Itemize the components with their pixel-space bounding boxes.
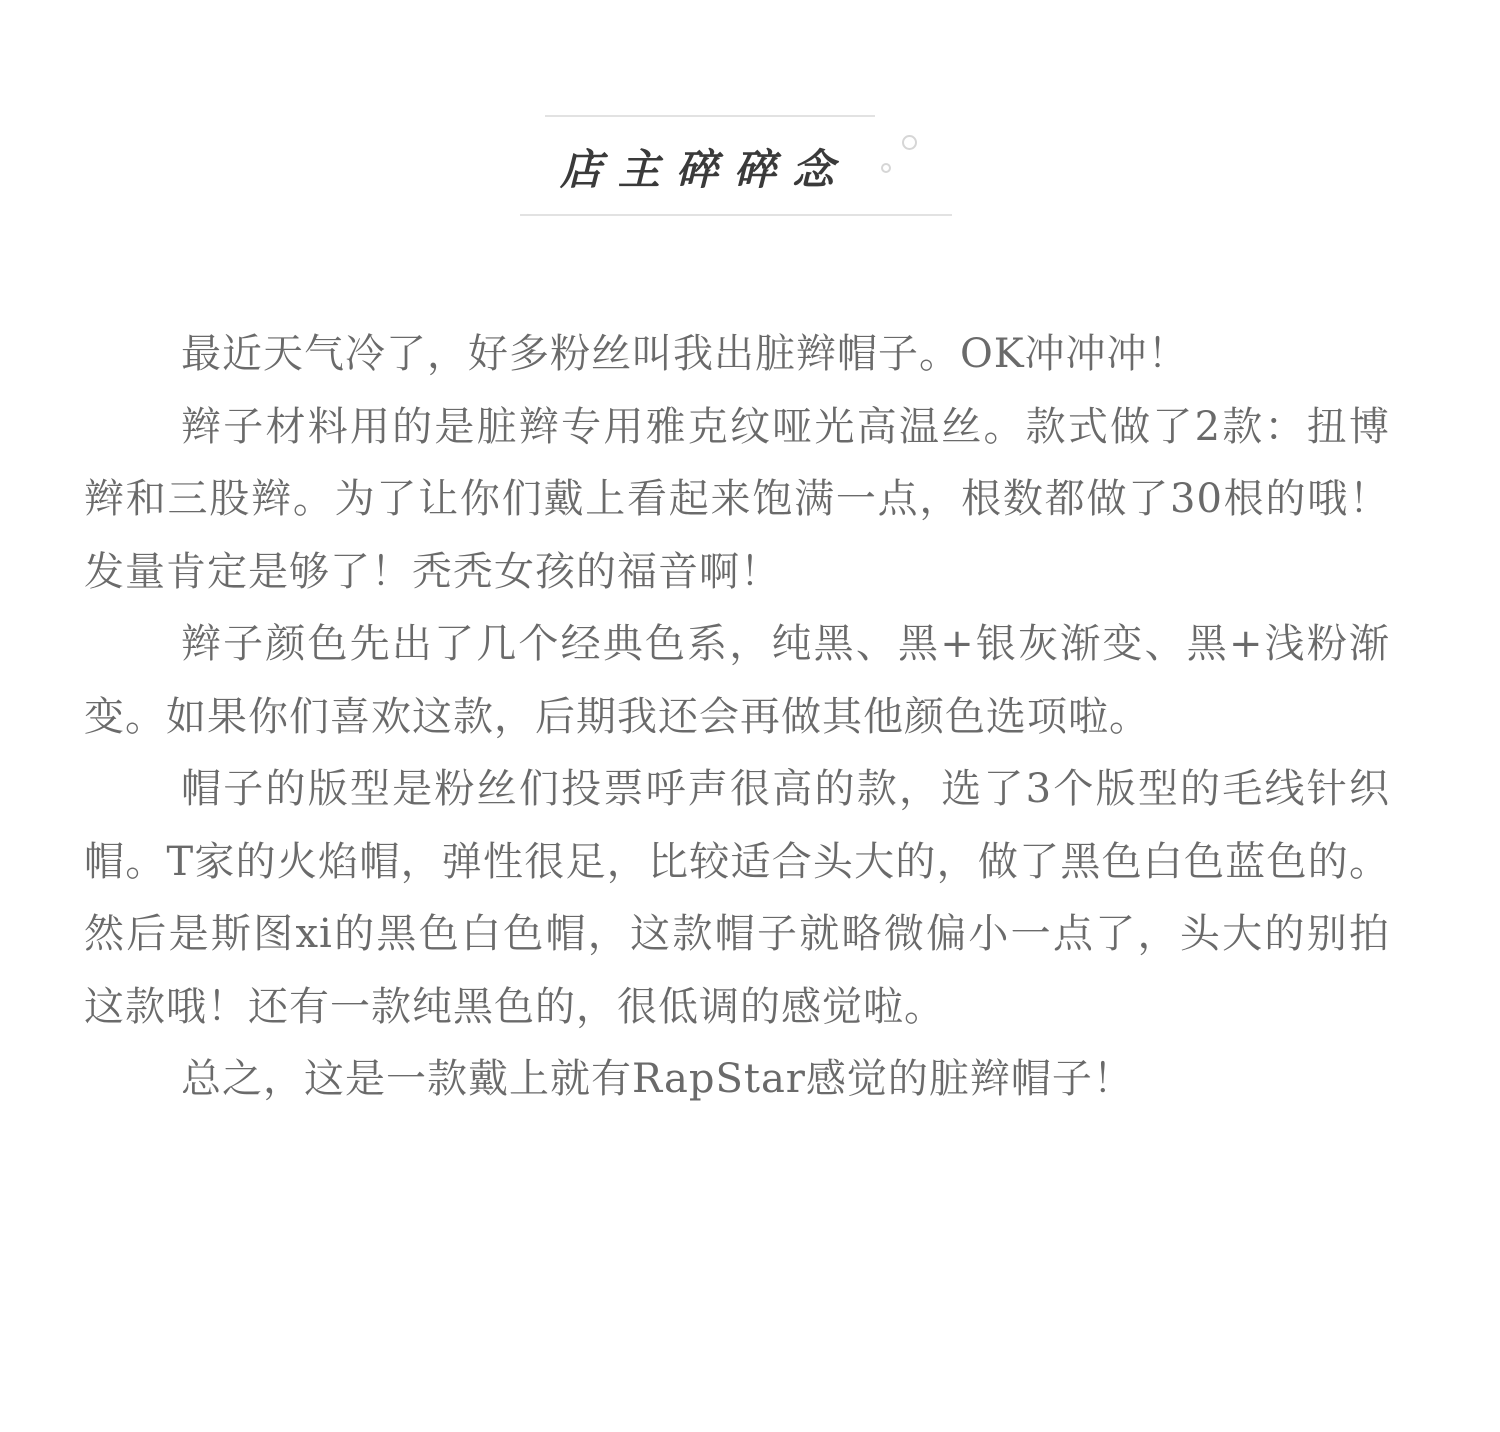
article-body — [84, 318, 1390, 1116]
paragraph-hat-styles: 帽子的版型是粉丝们投票呼声很高的款，选了3个版型的毛线针织帽。T家的火焰帽，弹性很足，比较适合头大的，做了黑色白色蓝色的。然后是斯图xi的黑色白色帽，这款帽子就略微偏小一点了，头大的别拍这款哦！还有一款纯黑色的，很低调的感觉啦。 — [84, 766, 1390, 1030]
paragraph-summary: 总之，这是一款戴上就有RapStar感觉的脏辫帽子！ — [181, 1056, 1134, 1102]
section-title: 店主碎碎念 — [560, 145, 851, 194]
header-top-divider — [545, 115, 875, 117]
paragraph-intro: 最近天气冷了，好多粉丝叫我出脏辫帽子。OK冲冲冲！ — [181, 331, 1189, 377]
decorative-circle-icon — [902, 135, 917, 150]
header-bottom-divider — [520, 214, 952, 216]
paragraph-braid-colors: 辫子颜色先出了几个经典色系，纯黑、黑+银灰渐变、黑+浅粉渐变。如果你们喜欢这款，后期我还会再做其他颜色选项啦。 — [84, 621, 1390, 740]
decorative-small-circle-icon — [881, 163, 891, 173]
paragraph-braid-material: 辫子材料用的是脏辫专用雅克纹哑光高温丝。款式做了2款：扭博辫和三股辫。为了让你们戴上看起来饱满一点，根数都做了30根的哦！发量肯定是够了！秃秃女孩的福音啊！ — [84, 403, 1390, 595]
section-header — [0, 0, 1500, 260]
